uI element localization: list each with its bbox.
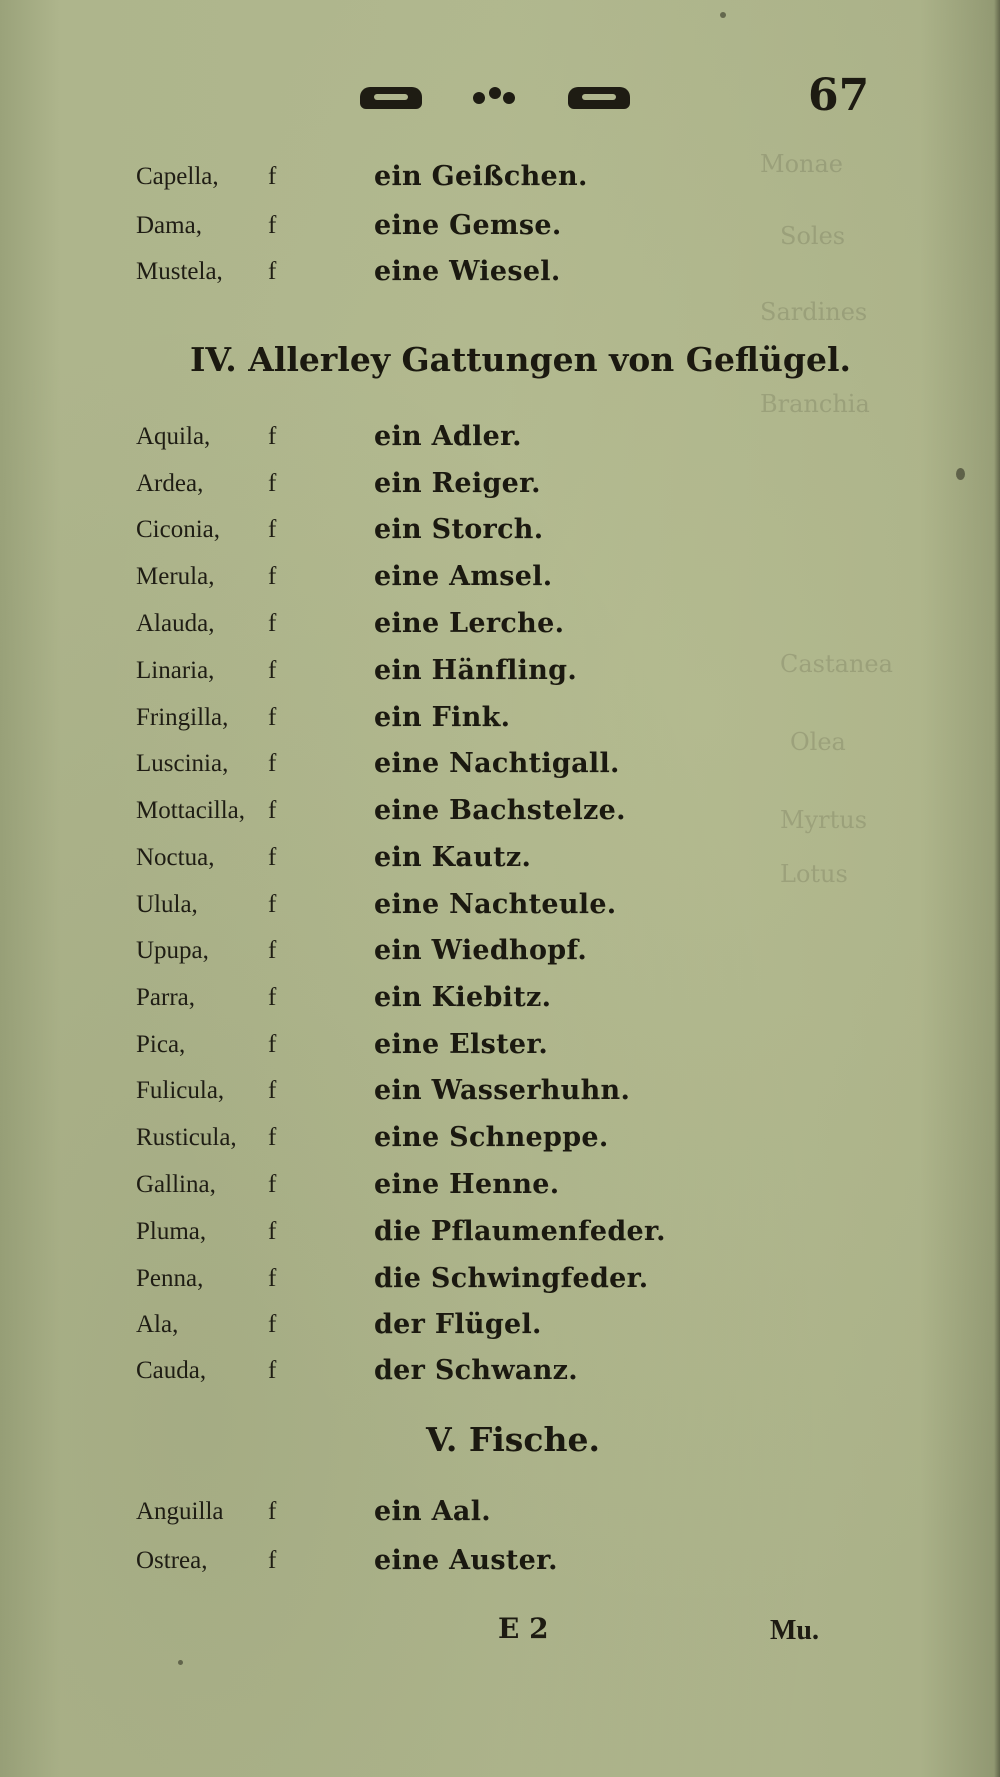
bleed-through-text: Monae: [760, 150, 843, 178]
section-heading-fish: V. Fische.: [426, 1420, 600, 1459]
gender-marker: f: [268, 1311, 277, 1338]
vocab-entry: [0, 1031, 700, 1075]
gender-marker: f: [268, 1547, 277, 1574]
vocab-entry: [0, 844, 700, 888]
vocab-entry: [0, 797, 700, 841]
latin-term: Dama,: [136, 212, 202, 239]
german-translation: eine Nachteule.: [374, 889, 617, 920]
german-translation: eine Auster.: [374, 1545, 558, 1576]
gender-marker: f: [268, 516, 277, 543]
latin-term: Ostrea,: [136, 1547, 208, 1574]
bleed-through-text: Castanea: [780, 650, 893, 678]
gender-marker: f: [268, 1265, 277, 1292]
german-translation: der Schwanz.: [374, 1355, 578, 1386]
gender-marker: f: [268, 1171, 277, 1198]
vocab-entry: [0, 470, 700, 514]
gender-marker: f: [268, 1077, 277, 1104]
latin-term: Alauda,: [136, 610, 215, 637]
page-number: 67: [808, 70, 870, 121]
german-translation: ein Storch.: [374, 514, 544, 545]
latin-term: Merula,: [136, 563, 215, 590]
latin-term: Gallina,: [136, 1171, 216, 1198]
german-translation: ein Kautz.: [374, 842, 532, 873]
vocab-entry: [0, 516, 700, 560]
ornament-center: [473, 85, 517, 111]
gender-marker: f: [268, 984, 277, 1011]
vocab-entry: [0, 423, 700, 467]
gender-marker: f: [268, 258, 277, 285]
latin-term: Aquila,: [136, 423, 211, 450]
gender-marker: f: [268, 563, 277, 590]
german-translation: eine Bachstelze.: [374, 795, 626, 826]
german-translation: eine Schneppe.: [374, 1122, 609, 1153]
bleed-through-text: Lotus: [780, 860, 848, 888]
vocab-entry: [0, 563, 700, 607]
vocab-entry: [0, 258, 700, 302]
vocab-entry: [0, 1311, 700, 1355]
bleed-through-text: Soles: [780, 222, 846, 250]
vocab-entry: [0, 891, 700, 935]
section-heading-birds: IV. Allerley Gattungen von Geflügel.: [190, 340, 852, 379]
vocab-entry: [0, 1498, 700, 1542]
paper-speck: [720, 12, 726, 18]
gender-marker: f: [268, 844, 277, 871]
latin-term: Pica,: [136, 1031, 186, 1058]
vocab-entry: [0, 750, 700, 794]
latin-term: Anguilla: [136, 1498, 224, 1525]
vocab-entry: [0, 937, 700, 981]
german-translation: eine Henne.: [374, 1169, 560, 1200]
latin-term: Rusticula,: [136, 1124, 237, 1151]
german-translation: eine Gemse.: [374, 210, 562, 241]
bleed-through-text: Myrtus: [780, 806, 868, 834]
bleed-through-text: Sardines: [760, 298, 868, 326]
vocab-entry: [0, 1265, 700, 1309]
paper-speck: [956, 468, 965, 480]
german-translation: eine Amsel.: [374, 561, 553, 592]
latin-term: Penna,: [136, 1265, 204, 1292]
latin-term: Cauda,: [136, 1357, 207, 1384]
gender-marker: f: [268, 891, 277, 918]
gender-marker: f: [268, 470, 277, 497]
vocab-entry: [0, 657, 700, 701]
german-translation: eine Wiesel.: [374, 256, 561, 287]
page-edge-shadow: [994, 0, 1000, 1777]
gender-marker: f: [268, 704, 277, 731]
catchword: Mu.: [770, 1615, 819, 1646]
gender-marker: f: [268, 212, 277, 239]
vocab-entry: [0, 212, 700, 256]
latin-term: Noctua,: [136, 844, 215, 871]
bleed-through-text: Branchia: [760, 390, 870, 418]
german-translation: die Pflaumenfeder.: [374, 1216, 666, 1247]
vocab-entry: [0, 1124, 700, 1168]
german-translation: ein Hänfling.: [374, 655, 578, 686]
vocab-entry: [0, 1357, 700, 1401]
german-translation: eine Lerche.: [374, 608, 565, 639]
latin-term: Linaria,: [136, 657, 215, 684]
german-translation: ein Adler.: [374, 421, 522, 452]
german-translation: ein Wiedhopf.: [374, 935, 588, 966]
gender-marker: f: [268, 163, 277, 190]
german-translation: der Flügel.: [374, 1309, 542, 1340]
vocab-entry: [0, 984, 700, 1028]
german-translation: eine Nachtigall.: [374, 748, 620, 779]
ornament-right: [568, 87, 630, 109]
latin-term: Ciconia,: [136, 516, 221, 543]
latin-term: Mustela,: [136, 258, 223, 285]
german-translation: ein Geißchen.: [374, 161, 588, 192]
german-translation: eine Elster.: [374, 1029, 549, 1060]
latin-term: Mottacilla,: [136, 797, 245, 824]
vocab-entry: [0, 1547, 700, 1591]
gender-marker: f: [268, 1357, 277, 1384]
german-translation: ein Kiebitz.: [374, 982, 552, 1013]
ornament-left: [360, 87, 422, 109]
gender-marker: f: [268, 797, 277, 824]
vocab-entry: [0, 610, 700, 654]
gender-marker: f: [268, 610, 277, 637]
german-translation: ein Aal.: [374, 1496, 491, 1527]
paper-speck: [178, 1660, 183, 1665]
latin-term: Fringilla,: [136, 704, 229, 731]
gender-marker: f: [268, 423, 277, 450]
vocab-entry: [0, 1171, 700, 1215]
gender-marker: f: [268, 1218, 277, 1245]
german-translation: ein Wasserhuhn.: [374, 1075, 631, 1106]
latin-term: Upupa,: [136, 937, 209, 964]
vocab-entry: [0, 1218, 700, 1262]
vocab-entry: [0, 163, 700, 207]
gender-marker: f: [268, 1031, 277, 1058]
latin-term: Luscinia,: [136, 750, 229, 777]
german-translation: ein Reiger.: [374, 468, 541, 499]
gender-marker: f: [268, 657, 277, 684]
gender-marker: f: [268, 750, 277, 777]
gender-marker: f: [268, 1124, 277, 1151]
gender-marker: f: [268, 1498, 277, 1525]
latin-term: Parra,: [136, 984, 195, 1011]
german-translation: ein Fink.: [374, 702, 511, 733]
latin-term: Ardea,: [136, 470, 204, 497]
latin-term: Fulicula,: [136, 1077, 225, 1104]
signature-mark: E 2: [498, 1612, 549, 1645]
header-ornament: [360, 82, 630, 114]
bleed-through-text: Olea: [790, 728, 846, 756]
latin-term: Ala,: [136, 1311, 179, 1338]
gender-marker: f: [268, 937, 277, 964]
vocab-entry: [0, 704, 700, 748]
german-translation: die Schwingfeder.: [374, 1263, 649, 1294]
latin-term: Pluma,: [136, 1218, 207, 1245]
latin-term: Ulula,: [136, 891, 198, 918]
vocab-entry: [0, 1077, 700, 1121]
latin-term: Capella,: [136, 163, 219, 190]
